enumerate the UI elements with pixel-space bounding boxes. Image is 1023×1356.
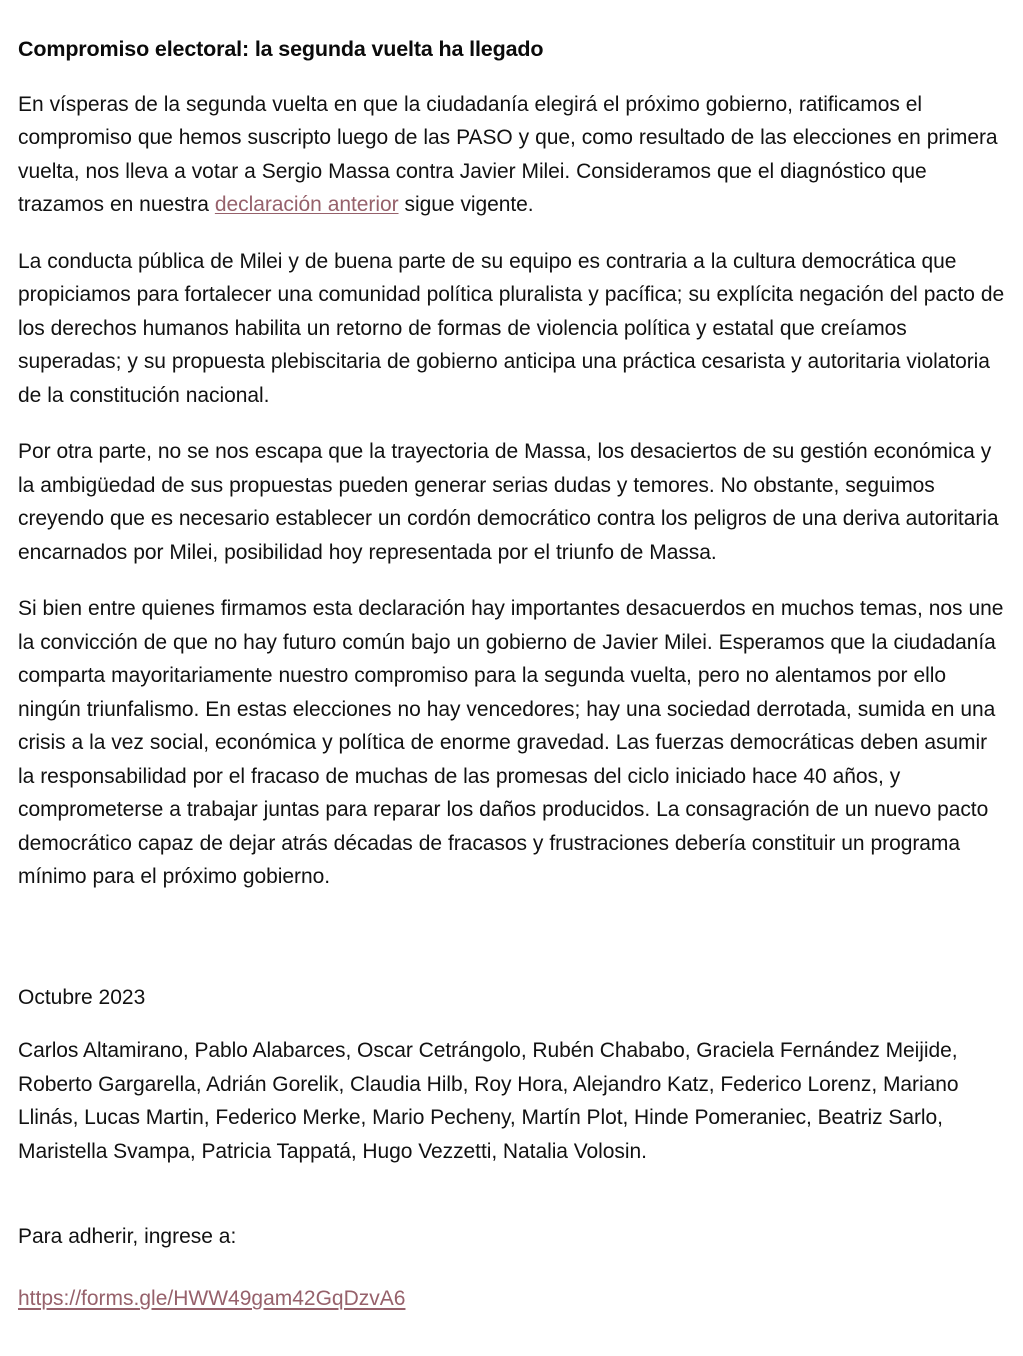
paragraph-1-text-before-link: En vísperas de la segunda vuelta en que la ciudadanía elegirá el próximo gobierno, ratificamos el compromiso que hemos suscripto luego de las PASO y que, como resultado de las elecciones en primera vuelta, nos lleva a votar a Sergio Massa contra Javier Milei. Consideramos que el diagnóstico que trazamos en nuestra [18, 92, 998, 217]
page-title: Compromiso electoral: la segunda vuelta ha llegado [18, 37, 544, 61]
call-to-action-label: Para adherir, ingrese a: [18, 1225, 237, 1249]
spacer-before-cta [18, 1168, 1005, 1220]
adhesion-form-link[interactable]: https://forms.gle/HWW49gam42GqDzvA6 [18, 1286, 406, 1310]
declaracion-anterior-link[interactable]: declaración anterior [214, 193, 399, 217]
spacer-before-date [18, 917, 1005, 981]
paragraph-1-text-after-link: sigue vigente. [398, 193, 534, 217]
date-line: Octubre 2023 [18, 985, 146, 1009]
paragraph-4: Si bien entre quienes firmamos esta declaración hay importantes desacuerdos en muchos temas, nos une la convicción de que no hay futuro común bajo un gobierno de Javier Milei. Esperamos que la ciudadanía comparta mayoritariamente nuestro compromiso para la segunda vuelta, pero no alentamos por ello ningún triunfalismo. En estas elecciones no hay vencedores; hay una sociedad derrotada, sumida en una crisis a la vez social, económica y política de enorme gravedad. Las fuerzas democráticas deben asumir la responsabilidad por el fracaso de muchas de las promesas del ciclo iniciado hace 40 años, y comprometerse a trabajar juntas para reparar los daños producidos. La consagración de un nuevo pacto democrático capaz de dejar atrás décadas de fracasos y frustraciones debería constituir un programa mínimo para el próximo gobierno. [18, 597, 1004, 889]
signatories-list: Carlos Altamirano, Pablo Alabarces, Oscar Cetrángolo, Rubén Chababo, Graciela Fernández Meijide, Roberto Gargarella, Adrián Gorelik, Claudia Hilb, Roy Hora, Alejandro Katz, Federico Lorenz, Mariano Llinás, Lucas Martin, Federico Merke, Mario Pecheny, Martín Plot, Hinde Pomeraniec, Beatriz Sarlo, Maristella Svampa, Patricia Tappatá, Hugo Vezzetti, Natalia Volosin. [18, 1039, 959, 1163]
paragraph-1 [18, 88, 1005, 222]
paragraph-3: Por otra parte, no se nos escapa que la trayectoria de Massa, los desaciertos de su gestión económica y la ambigüedad de sus propuestas pueden generar serias dudas y temores. No obstante, seguimos creyendo que es necesario establecer un cordón democrático contra los peligros de una deriva autoritaria encarnados por Milei, posibilidad hoy representada por el triunfo de Massa. [18, 440, 999, 564]
paragraph-2: La conducta pública de Milei y de buena parte de su equipo es contraria a la cultura democrática que propiciamos para fortalecer una comunidad política pluralista y pacífica; su explícita negación del pacto de los derechos humanos habilita un retorno de formas de violencia política y estatal que creíamos superadas; y su propuesta plebiscitaria de gobierno anticipa una práctica cesarista y autoritaria violatoria de la constitución nacional. [18, 249, 1005, 407]
